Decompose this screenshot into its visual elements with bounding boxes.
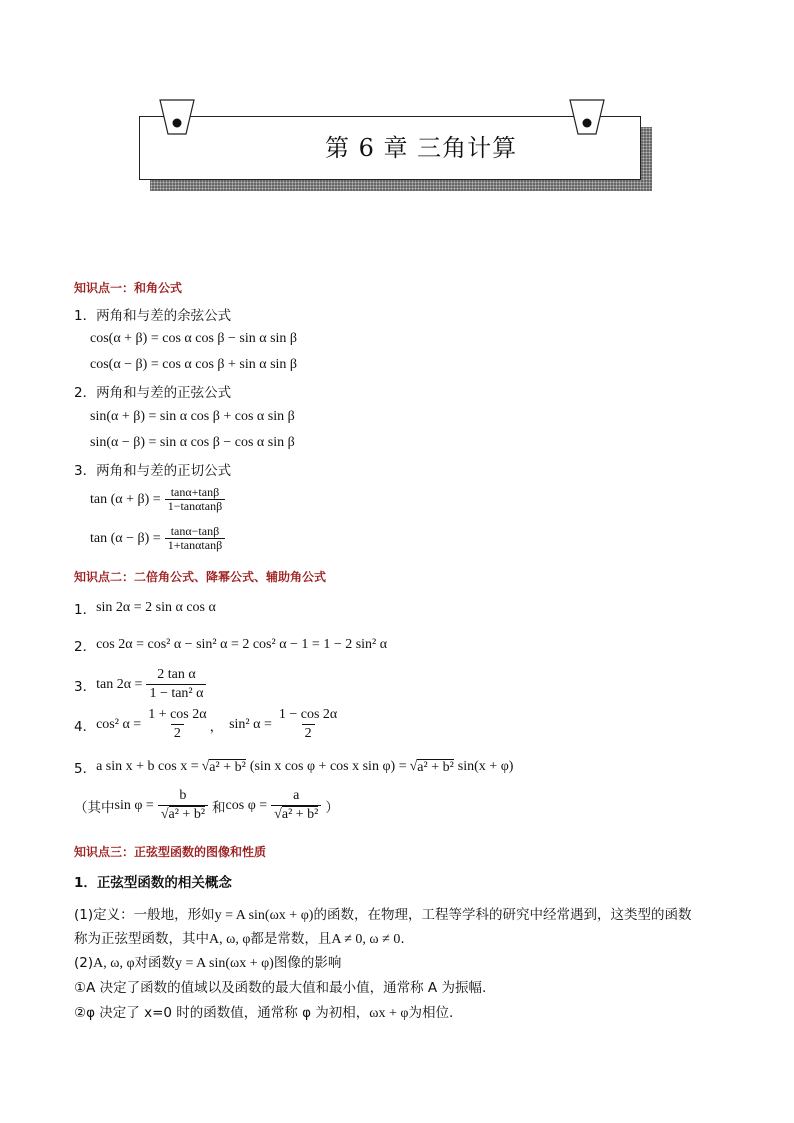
list-index: 5． [74, 761, 97, 777]
inline-formula: A, ω, φ [209, 932, 251, 947]
note-cos-left: cos φ = [225, 797, 268, 813]
text: 图像的影响 [273, 955, 342, 971]
formula-aux-left: a sin x + b cos x = [96, 759, 199, 774]
chapter-title: 第 6 章 三角计算 [325, 134, 518, 162]
list-index: 1． [74, 602, 97, 618]
formula-sin-sq-left: sin² α = [229, 716, 272, 732]
double-angle-sin [74, 598, 216, 618]
double-angle-tan [74, 666, 206, 703]
auxiliary-angle [74, 757, 513, 777]
fraction-numerator: 1 + cos 2α [148, 707, 207, 722]
section3-sub1: 1．正弦型函数的相关概念 [74, 875, 232, 891]
separator: ， [209, 718, 224, 735]
note-close: ） [325, 799, 339, 816]
formula-aux-mid: (sin x cos φ + cos x sin φ) = [249, 759, 407, 774]
text: 为相位. [408, 1005, 454, 1021]
fraction-numerator: b [179, 788, 187, 803]
amplitude-line: ①A 决定了函数的值域以及函数的最大值和最小值，通常称 A 为振幅. [74, 980, 487, 996]
inline-formula: y = A sin(ωx + φ) [175, 956, 274, 971]
fraction-denominator: 1 − tan² α [146, 684, 206, 703]
formula-tan-sum [90, 486, 225, 513]
formula-tan-sum-fraction [165, 486, 225, 513]
section1-item1: 1．两角和与差的余弦公式 [74, 308, 232, 324]
formula-aux-right: sin(x + φ) [457, 759, 514, 774]
sqrt-symbol: √ [409, 759, 418, 774]
double-angle-cos [74, 635, 387, 655]
section2-heading: 知识点二：二倍角公式、降幂公式、辅助角公式 [74, 570, 327, 584]
formula-sin-2a: sin 2α = 2 sin α cos α [96, 600, 216, 615]
fraction-denominator: 1+tanαtanβ [165, 538, 225, 552]
fraction-denominator: √a² + b² [158, 805, 208, 824]
chapter-banner [139, 116, 641, 180]
definition-line2 [74, 927, 405, 948]
formula-cos-diff: cos(α − β) = cos α cos β + sin α sin β [90, 357, 298, 372]
section1-item3: 3．两角和与差的正切公式 [74, 463, 232, 479]
note-sin-fraction [158, 787, 208, 824]
formula-tan-diff [90, 525, 225, 552]
auxiliary-note [74, 787, 339, 824]
formula-cos-sum: cos(α + β) = cos α cos β − sin α sin β [90, 331, 298, 346]
formula-cos-sq-left: cos² α = [96, 716, 142, 732]
fraction-denominator: √a² + b² [271, 805, 321, 824]
inline-formula: A ≠ 0, ω ≠ 0 [331, 932, 401, 947]
text: 的函数，在物理，工程等学科的研究中经常遇到，这类型的函数 [313, 907, 692, 923]
note-open: （其中 [74, 799, 115, 816]
list-index: 2． [74, 639, 97, 655]
definition-line1 [74, 903, 691, 924]
text: (1)定义：一般地，形如 [74, 907, 215, 923]
inline-formula: A, ω, φ [93, 956, 135, 971]
phase-line [74, 1001, 453, 1022]
fraction-numerator: tanα+tanβ [170, 485, 220, 499]
formula-tan-sum-left: tan (α + β) = [90, 491, 161, 507]
sqrt-symbol: √ [201, 759, 210, 774]
section1-heading: 知识点一：和角公式 [74, 281, 183, 295]
formula-tan-2a-left: tan 2α = [96, 676, 143, 692]
formula-cos-2a: cos 2α = cos² α − sin² α = 2 cos² α − 1 = 1 − 2 sin² α [96, 637, 388, 652]
fraction-denominator: 1−tanαtanβ [165, 499, 225, 513]
power-reduction [74, 706, 340, 743]
section1-item2: 2．两角和与差的正弦公式 [74, 385, 232, 401]
fraction-numerator: 1 − cos 2α [278, 707, 338, 722]
text: 对函数 [134, 955, 176, 971]
fraction-numerator: a [293, 788, 300, 803]
fraction-denominator: 2 [171, 724, 184, 743]
text: 都是常数，且 [250, 931, 332, 947]
formula-tan-2a-fraction [146, 666, 206, 703]
fraction-denominator: 2 [302, 724, 315, 743]
note-cos-fraction [271, 787, 321, 824]
inline-formula: y = A sin(ωx + φ) [214, 908, 314, 923]
formula-sin-sum: sin(α + β) = sin α cos β + cos α sin β [90, 409, 295, 424]
formula-tan-diff-left: tan (α − β) = [90, 530, 161, 546]
note-and: 和 [212, 799, 226, 816]
fraction-numerator: tanα−tanβ [170, 524, 220, 538]
formula-aux-root: a² + b² [209, 759, 246, 775]
section3-heading: 知识点三：正弦型函数的图像和性质 [74, 845, 267, 859]
fraction-numerator: 2 tan α [157, 667, 196, 682]
effects-line [74, 951, 341, 972]
note-sin-left: sin φ = [114, 797, 154, 813]
inline-formula: ωx + φ [369, 1006, 409, 1021]
text: . [400, 931, 405, 947]
banner-pin-left-icon [158, 99, 196, 135]
formula-tan-diff-fraction [165, 525, 225, 552]
banner-pin-right-icon [568, 99, 606, 135]
text: (2) [74, 955, 94, 971]
formula-cos-sq-fraction [145, 706, 209, 743]
list-index: 3． [74, 678, 97, 695]
formula-aux-root2: a² + b² [417, 759, 454, 775]
list-index: 4． [74, 718, 97, 735]
formula-sin-sq-fraction [276, 706, 340, 743]
text: ②φ 决定了 x=0 时的函数值，通常称 φ 为初相， [74, 1005, 370, 1021]
formula-sin-diff: sin(α − β) = sin α cos β − cos α sin β [90, 435, 295, 450]
text: 称为正弦型函数，其中 [74, 931, 209, 947]
